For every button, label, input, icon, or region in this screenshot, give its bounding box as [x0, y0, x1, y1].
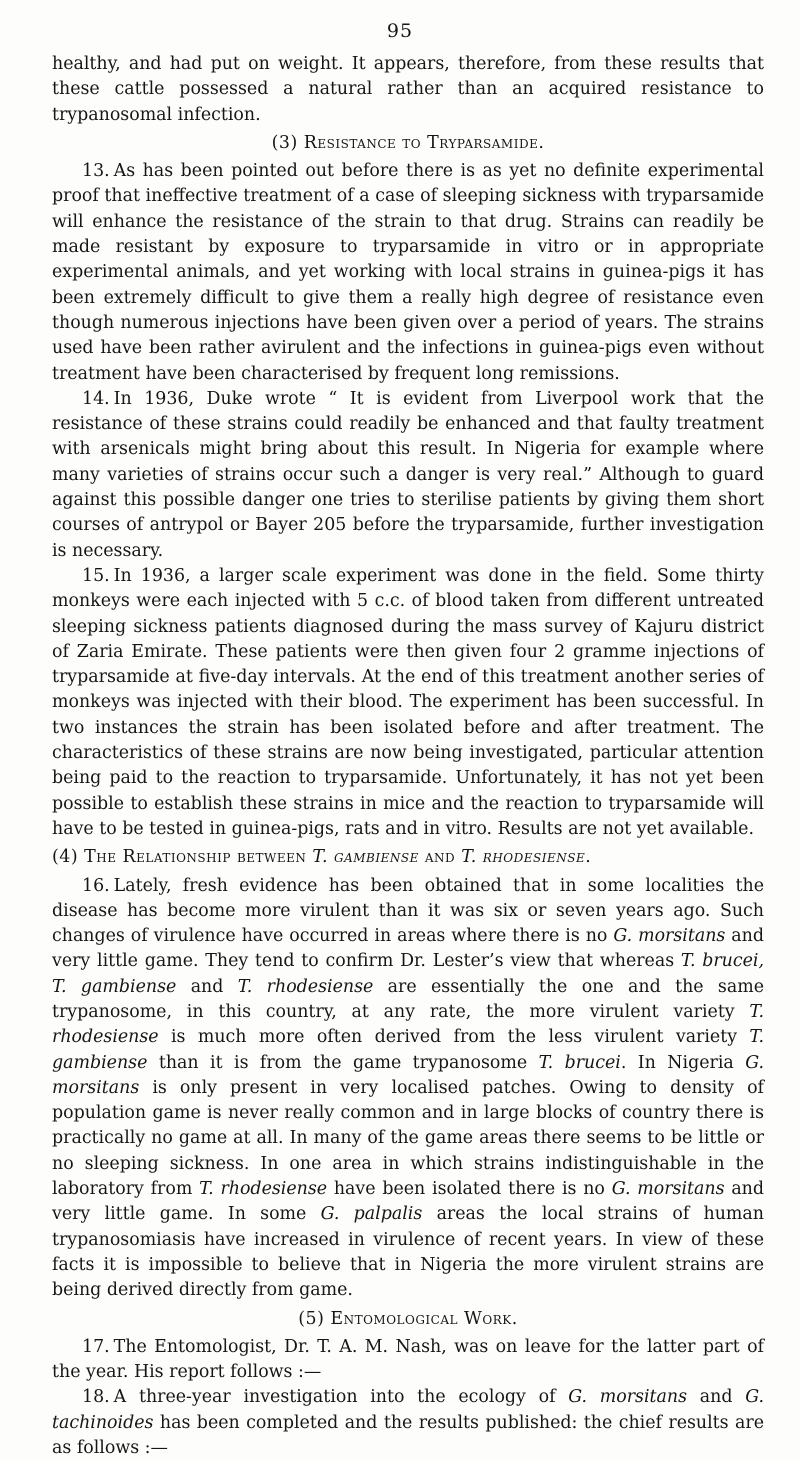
- paragraph-text: As has been pointed out before there is as yet no definite experimental proof that ineffective treatment of a case of sleeping sickness with tryparsamide will enhance the resistance of the strain to that drug. Strains can readily be made resistant by exposure to tryparsamide in vitro or in appropriate experimental animals, and yet working with local strains in guinea-pigs it has been extremely difficult to give them a really high degree of resistance even though numerous injections have been given over a period of years. The strains used have been rather avirulent and the infections in guinea-pigs even without treatment have been characterised by frequent long remissions.: [52, 161, 764, 384]
- species-name: T. gambiense: [312, 847, 419, 868]
- text-run: are essentially the one and the same trypanosome, in this country, at any rate, the more virulent variety: [52, 976, 764, 1022]
- text-run: Lately, fresh evidence has been obtained that in some localities the disease has become more virulent than it was six or seven years ago. Such changes of virulence have occurred in areas where there is no: [52, 875, 764, 947]
- paragraph-number: 13.: [82, 161, 110, 182]
- paragraph-number: 17.: [82, 1336, 110, 1357]
- species-name: T. rhodesiense: [52, 1001, 764, 1048]
- heading-text: .: [585, 847, 592, 868]
- body-text: [52, 52, 764, 1461]
- paragraph-15: [52, 564, 764, 842]
- text-run: and very little game. They tend to confirm Dr. Lester’s view that whereas: [52, 926, 764, 972]
- heading-entomological-work: (5) Entomological Work.: [298, 1308, 518, 1329]
- species-name: G. morsitans: [52, 1052, 764, 1098]
- paragraph-number: 15.: [82, 565, 110, 586]
- text-run: than it is from the game trypanosome: [147, 1052, 539, 1073]
- species-name: T. brucei, T. gambiense: [52, 951, 764, 997]
- text-run: have been isolated there is no: [327, 1179, 612, 1200]
- paragraph-16: [52, 874, 764, 1304]
- page-number: 95: [386, 20, 414, 42]
- species-name: G. morsitans: [568, 1387, 688, 1408]
- heading-resistance-tryparsamide: (3) Resistance to Tryparsamide.: [271, 132, 545, 153]
- paragraph-14: [52, 387, 764, 564]
- species-name: T. rhodesiense: [237, 976, 374, 997]
- species-name: G. morsitans: [611, 1179, 725, 1200]
- text-run: has been completed and the results published: the chief results are as follows :—: [52, 1412, 764, 1459]
- species-name: G. palpalis: [320, 1204, 423, 1225]
- paragraph-number: 16.: [82, 875, 110, 896]
- species-name: T. brucei: [538, 1052, 621, 1073]
- text-run: is much more often derived from the less virulent variety: [158, 1027, 750, 1048]
- paragraph-number: 18.: [82, 1387, 110, 1408]
- paragraph-18: [52, 1385, 764, 1461]
- heading-text: and: [418, 847, 462, 868]
- paragraph-text: In 1936, Duke wrote “ It is evident from Liverpool work that the resistance of these strains could readily be enhanced and that faulty treatment with arsenicals might bring about this result. In Nigeria for example where many varieties of strains occur such a danger is very real.” Although to guard against this possible danger one tries to sterilise patients by giving them short courses of antrypol or Bayer 205 before the tryparsamide, further investigation is necessary.: [52, 388, 764, 561]
- paragraph-intro: healthy, and had put on weight. It appears, therefore, from these results that these cattle possessed a natural rather than an acquired resistance to trypanosomal infection.: [52, 54, 764, 125]
- species-name: G. morsitans: [613, 926, 726, 947]
- text-run: and very little game. In some: [52, 1179, 765, 1225]
- paragraph-17: [52, 1335, 764, 1386]
- text-run: . In Nigeria: [620, 1052, 746, 1073]
- heading-relationship: [52, 845, 764, 870]
- paragraph-text: In 1936, a larger scale experiment was done in the field. Some thirty monkeys were each injected with 5 c.c. of blood taken from different untreated sleeping sickness patients diagnosed during the mass survey of Kajuru district of Zaria Emirate. These patients were then given four 2 gramme injections of tryparsamide at five-day intervals. At the end of this treatment another series of monkeys was injected with their blood. The experiment has been successful. In two instances the strain has been isolated before and after treatment. The characteristics of these strains are now being investigated, particular attention being paid to the reaction to tryparsamide. Unfortunately, it has not yet been possible to establish these strains in mice and the reaction to tryparsamide will have to be tested in guinea-pigs, rats and in vitro. Results are not yet available.: [52, 565, 764, 839]
- species-name: T. gambiense: [52, 1027, 764, 1073]
- heading-text: (4) The Relationship between: [52, 847, 313, 868]
- text-run: and: [687, 1387, 746, 1408]
- paragraph-number: 14.: [82, 388, 110, 409]
- text-run: and: [176, 976, 238, 997]
- paragraph-text: The Entomologist, Dr. T. A. M. Nash, was on leave for the latter part of the year. His report follows :—: [52, 1336, 764, 1383]
- text-run: is only present in very localised patches. Owing to density of population game is never really common and in large blocks of country there is practically no game at all. In many of the game areas there seems to be little or no sleeping sickness. In one area in which strains indistinguishable in the laboratory from: [52, 1077, 764, 1200]
- species-name: T. rhodesiense: [199, 1179, 328, 1200]
- paragraph-13: [52, 159, 764, 387]
- species-name: T. rhodesiense: [461, 847, 586, 868]
- species-name: G. tachinoides: [52, 1387, 764, 1433]
- text-run: A three-year investigation into the ecology of: [113, 1387, 569, 1408]
- text-run: areas the local strains of human trypanosomiasis have increased in virulence of recent years. In view of these facts it is impossible to believe that in Nigeria the more virulent strains are being derived directly from game.: [52, 1204, 764, 1301]
